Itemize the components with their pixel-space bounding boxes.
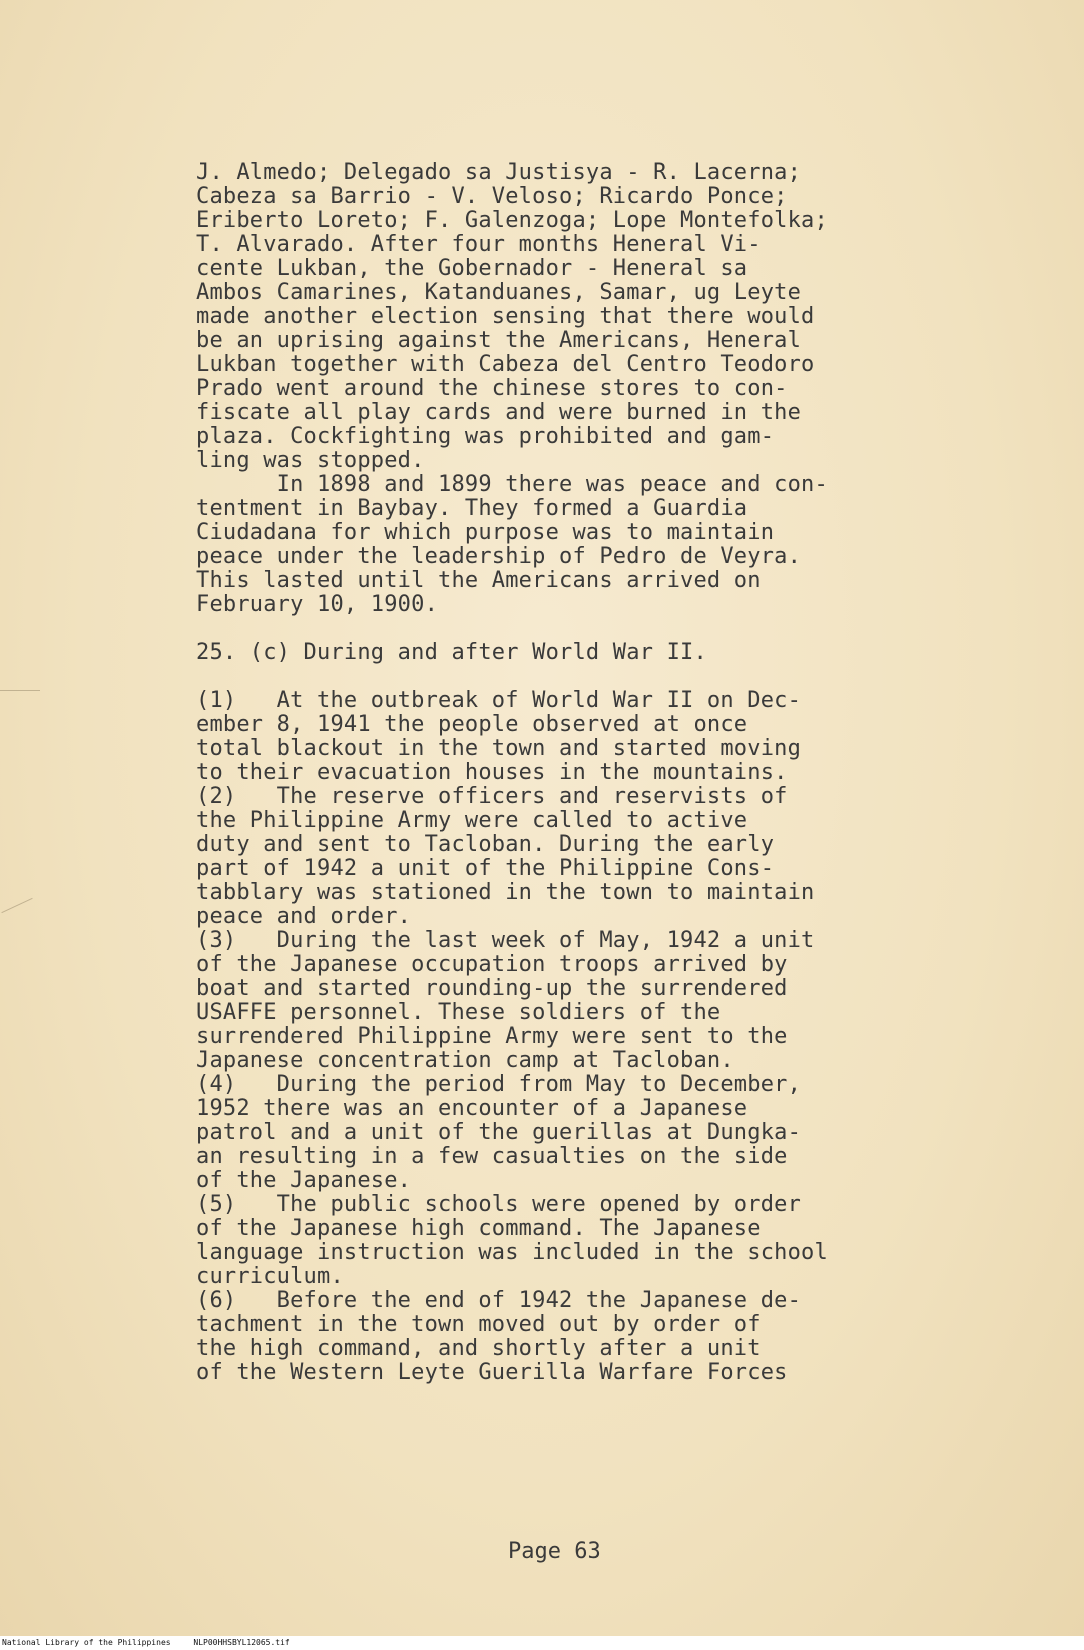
text-line: (2) The reserve officers and reservists of	[196, 784, 788, 809]
text-line: peace and order.	[196, 904, 412, 929]
text-line: Prado went around the chinese stores to con-	[196, 376, 788, 401]
text-line: surrendered Philippine Army were sent to the	[196, 1024, 788, 1049]
text-line: of the Japanese.	[196, 1168, 412, 1193]
scan-footer-strip	[0, 1636, 1084, 1650]
text-line: an resulting in a few casualties on the side	[196, 1144, 788, 1169]
text-line: of the Japanese high command. The Japanese	[196, 1216, 761, 1241]
text-line: Cabeza sa Barrio - V. Veloso; Ricardo Ponce;	[196, 184, 788, 209]
text-line: made another election sensing that there would	[196, 304, 815, 329]
text-line: 25. (c) During and after World War II.	[196, 640, 707, 665]
text-line: patrol and a unit of the guerillas at Dungka-	[196, 1120, 802, 1145]
text-line: (4) During the period from May to December,	[196, 1072, 802, 1097]
text-line: the Philippine Army were called to active	[196, 808, 748, 833]
text-line: tentment in Baybay. They formed a Guardia	[196, 496, 748, 521]
text-line: to their evacuation houses in the mountains.	[196, 760, 788, 785]
text-line: ember 8, 1941 the people observed at once	[196, 712, 748, 737]
text-line: part of 1942 a unit of the Philippine Cons-	[196, 856, 775, 881]
paper-crease-mark	[0, 690, 40, 691]
text-line: Eriberto Loreto; F. Galenzoga; Lope Montefolka;	[196, 208, 828, 233]
text-line: February 10, 1900.	[196, 592, 439, 617]
text-line: (3) During the last week of May, 1942 a unit	[196, 928, 815, 953]
text-line: This lasted until the Americans arrived on	[196, 568, 761, 593]
text-line: Ambos Camarines, Katanduanes, Samar, ug Leyte	[196, 280, 802, 305]
text-line: Japanese concentration camp at Tacloban.	[196, 1048, 734, 1073]
text-line: tabblary was stationed in the town to maintain	[196, 880, 815, 905]
text-line: (5) The public schools were opened by order	[196, 1192, 802, 1217]
text-line: J. Almedo; Delegado sa Justisya - R. Lacerna;	[196, 160, 802, 185]
text-line: boat and started rounding-up the surrendered	[196, 976, 788, 1001]
text-line: Ciudadana for which purpose was to maintain	[196, 520, 775, 545]
text-line: USAFFE personnel. These soldiers of the	[196, 1000, 721, 1025]
text-line: In 1898 and 1899 there was peace and con-	[196, 472, 828, 497]
text-line: the high command, and shortly after a unit	[196, 1336, 761, 1361]
text-line: 1952 there was an encounter of a Japanese	[196, 1096, 748, 1121]
text-line: of the Japanese occupation troops arrived by	[196, 952, 788, 977]
text-line: curriculum.	[196, 1264, 344, 1289]
text-line: duty and sent to Tacloban. During the early	[196, 832, 775, 857]
text-line: tachment in the town moved out by order of	[196, 1312, 761, 1337]
text-line: (6) Before the end of 1942 the Japanese de-	[196, 1288, 802, 1313]
text-line: be an uprising against the Americans, Heneral	[196, 328, 802, 353]
text-line: plaza. Cockfighting was prohibited and gam-	[196, 424, 775, 449]
text-line: cente Lukban, the Gobernador - Heneral sa	[196, 256, 748, 281]
page-number: Page 63	[508, 1539, 601, 1564]
text-line: fiscate all play cards and were burned in the	[196, 400, 802, 425]
text-line: (1) At the outbreak of World War II on Dec-	[196, 688, 802, 713]
text-line: ling was stopped.	[196, 448, 425, 473]
text-line: Lukban together with Cabeza del Centro Teodoro	[196, 352, 815, 377]
text-line: T. Alvarado. After four months Heneral Vi-	[196, 232, 761, 257]
paper-crease-mark	[1, 898, 32, 913]
scan-library-label: National Library of the Philippines	[2, 1638, 171, 1647]
text-line: total blackout in the town and started moving	[196, 736, 802, 761]
text-line: peace under the leadership of Pedro de Veyra.	[196, 544, 802, 569]
scan-file-name: NLP00HHSBYL12065.tif	[193, 1638, 290, 1647]
text-line: language instruction was included in the school	[196, 1240, 828, 1265]
text-line: of the Western Leyte Guerilla Warfare Forces	[196, 1360, 788, 1385]
